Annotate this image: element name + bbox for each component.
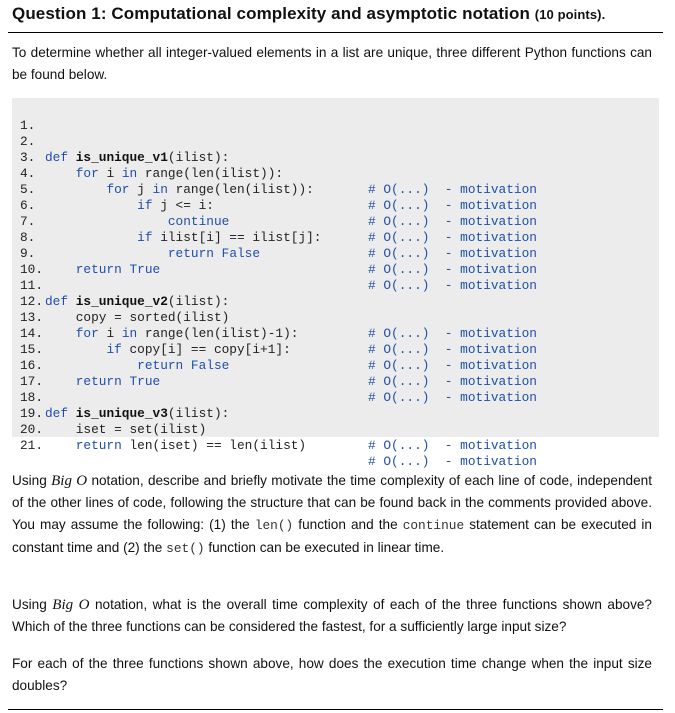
line-number: 16. [20, 358, 44, 373]
code-comment: # O(...) - motivation [368, 230, 537, 245]
line-number: 2. [20, 134, 36, 149]
question-b-paragraph: Using Big O notation, what is the overall time complexity of each of the three functions shown above? Which of the three functions can be considered the fastest, for a sufficiently large input size? [12, 597, 652, 634]
line-number: 14. [20, 326, 44, 341]
code-text: return len(iset) == len(ilist) [75, 438, 307, 453]
line-number: 9. [20, 246, 36, 261]
big-o-term: Big O [51, 473, 88, 489]
code-line [20, 102, 51, 133]
code-text: copy = sorted(ilist) [75, 310, 230, 325]
line-number: 1. [20, 118, 36, 133]
code-line [20, 246, 51, 277]
code-comment: # O(...) - motivation [368, 438, 537, 453]
code-text: for i in range(len(ilist)-1): [75, 326, 299, 341]
code-text: return True [75, 262, 161, 277]
code-line [20, 118, 230, 165]
code-line [20, 422, 51, 453]
code-text: for i in range(len(ilist)): [75, 166, 284, 181]
code-comment: # O(...) - motivation [368, 326, 537, 341]
line-number: 5. [20, 182, 36, 197]
code-comment: # O(...) - motivation [368, 358, 537, 373]
line-number: 11. [20, 278, 44, 293]
question-a-paragraph: Using Big O notation, describe and briefly motivate the time complexity of each line of code, independent of the other lines of code, following the structure that can be found back in the comments provided above. You may assume the following: (1) the len() function and the continue statement can be executed in constant time and (2) the set() function can be executed in linear time. [12, 473, 652, 556]
line-number: 6. [20, 198, 36, 213]
code-comment: # O(...) - motivation [368, 374, 537, 389]
line-number: 19. [20, 406, 44, 421]
code-comment: # O(...) - motivation [368, 182, 537, 197]
question-c-paragraph: For each of the three functions shown above, how does the execution time change when the input size doubles? [12, 656, 652, 693]
intro-paragraph: To determine whether all integer-valued elements in a list are unique, three different Python functions can be found below. [12, 45, 652, 82]
code-comment: # O(...) - motivation [368, 198, 537, 213]
code-comment: # O(...) - motivation [368, 278, 537, 293]
question-title-text: Question 1: Computational complexity and asymptotic notation [12, 4, 530, 23]
code-comment: # O(...) - motivation [368, 246, 537, 261]
code-text: return False [167, 246, 261, 261]
big-o-term: Big O [52, 597, 90, 613]
code-text: if ilist[i] == ilist[j]: [137, 230, 322, 245]
continue-code: continue [402, 518, 465, 533]
code-comment: # O(...) - motivation [368, 454, 537, 469]
line-number: 12. [20, 294, 44, 309]
code-text: continue [167, 214, 230, 229]
code-text: return True [75, 374, 161, 389]
line-number: 21. [20, 438, 44, 453]
question-title [12, 4, 605, 24]
code-text: if copy[i] == copy[i+1]: [106, 342, 291, 357]
title-divider [8, 32, 663, 33]
code-text: if j <= i: [137, 198, 214, 213]
code-line [20, 358, 51, 389]
code-comment: # O(...) - motivation [368, 342, 537, 357]
line-number: 8. [20, 230, 36, 245]
code-text: return False [137, 358, 230, 373]
bottom-divider [8, 709, 663, 710]
line-number: 18. [20, 390, 44, 405]
code-comment: # O(...) - motivation [368, 214, 537, 229]
line-number: 10. [20, 262, 44, 277]
code-comment: # O(...) - motivation [368, 262, 537, 277]
line-number: 4. [20, 166, 36, 181]
question-points: (10 points). [534, 7, 606, 22]
line-number: 15. [20, 342, 44, 357]
len-code: len() [254, 518, 294, 533]
line-number: 20. [20, 422, 44, 437]
code-text: def is_unique_v2(ilist): [45, 294, 230, 309]
line-number: 13. [20, 310, 44, 325]
code-text: for j in range(len(ilist)): [106, 182, 314, 197]
line-number: 17. [20, 374, 44, 389]
line-number: 3. [20, 150, 36, 165]
code-comment: # O(...) - motivation [368, 390, 537, 405]
code-text: def is_unique_v3(ilist): [45, 406, 230, 421]
code-text: iset = set(ilist) [75, 422, 207, 437]
code-text: def is_unique_v1(ilist): [45, 150, 230, 165]
set-code: set() [166, 541, 205, 556]
line-number: 7. [20, 214, 36, 229]
